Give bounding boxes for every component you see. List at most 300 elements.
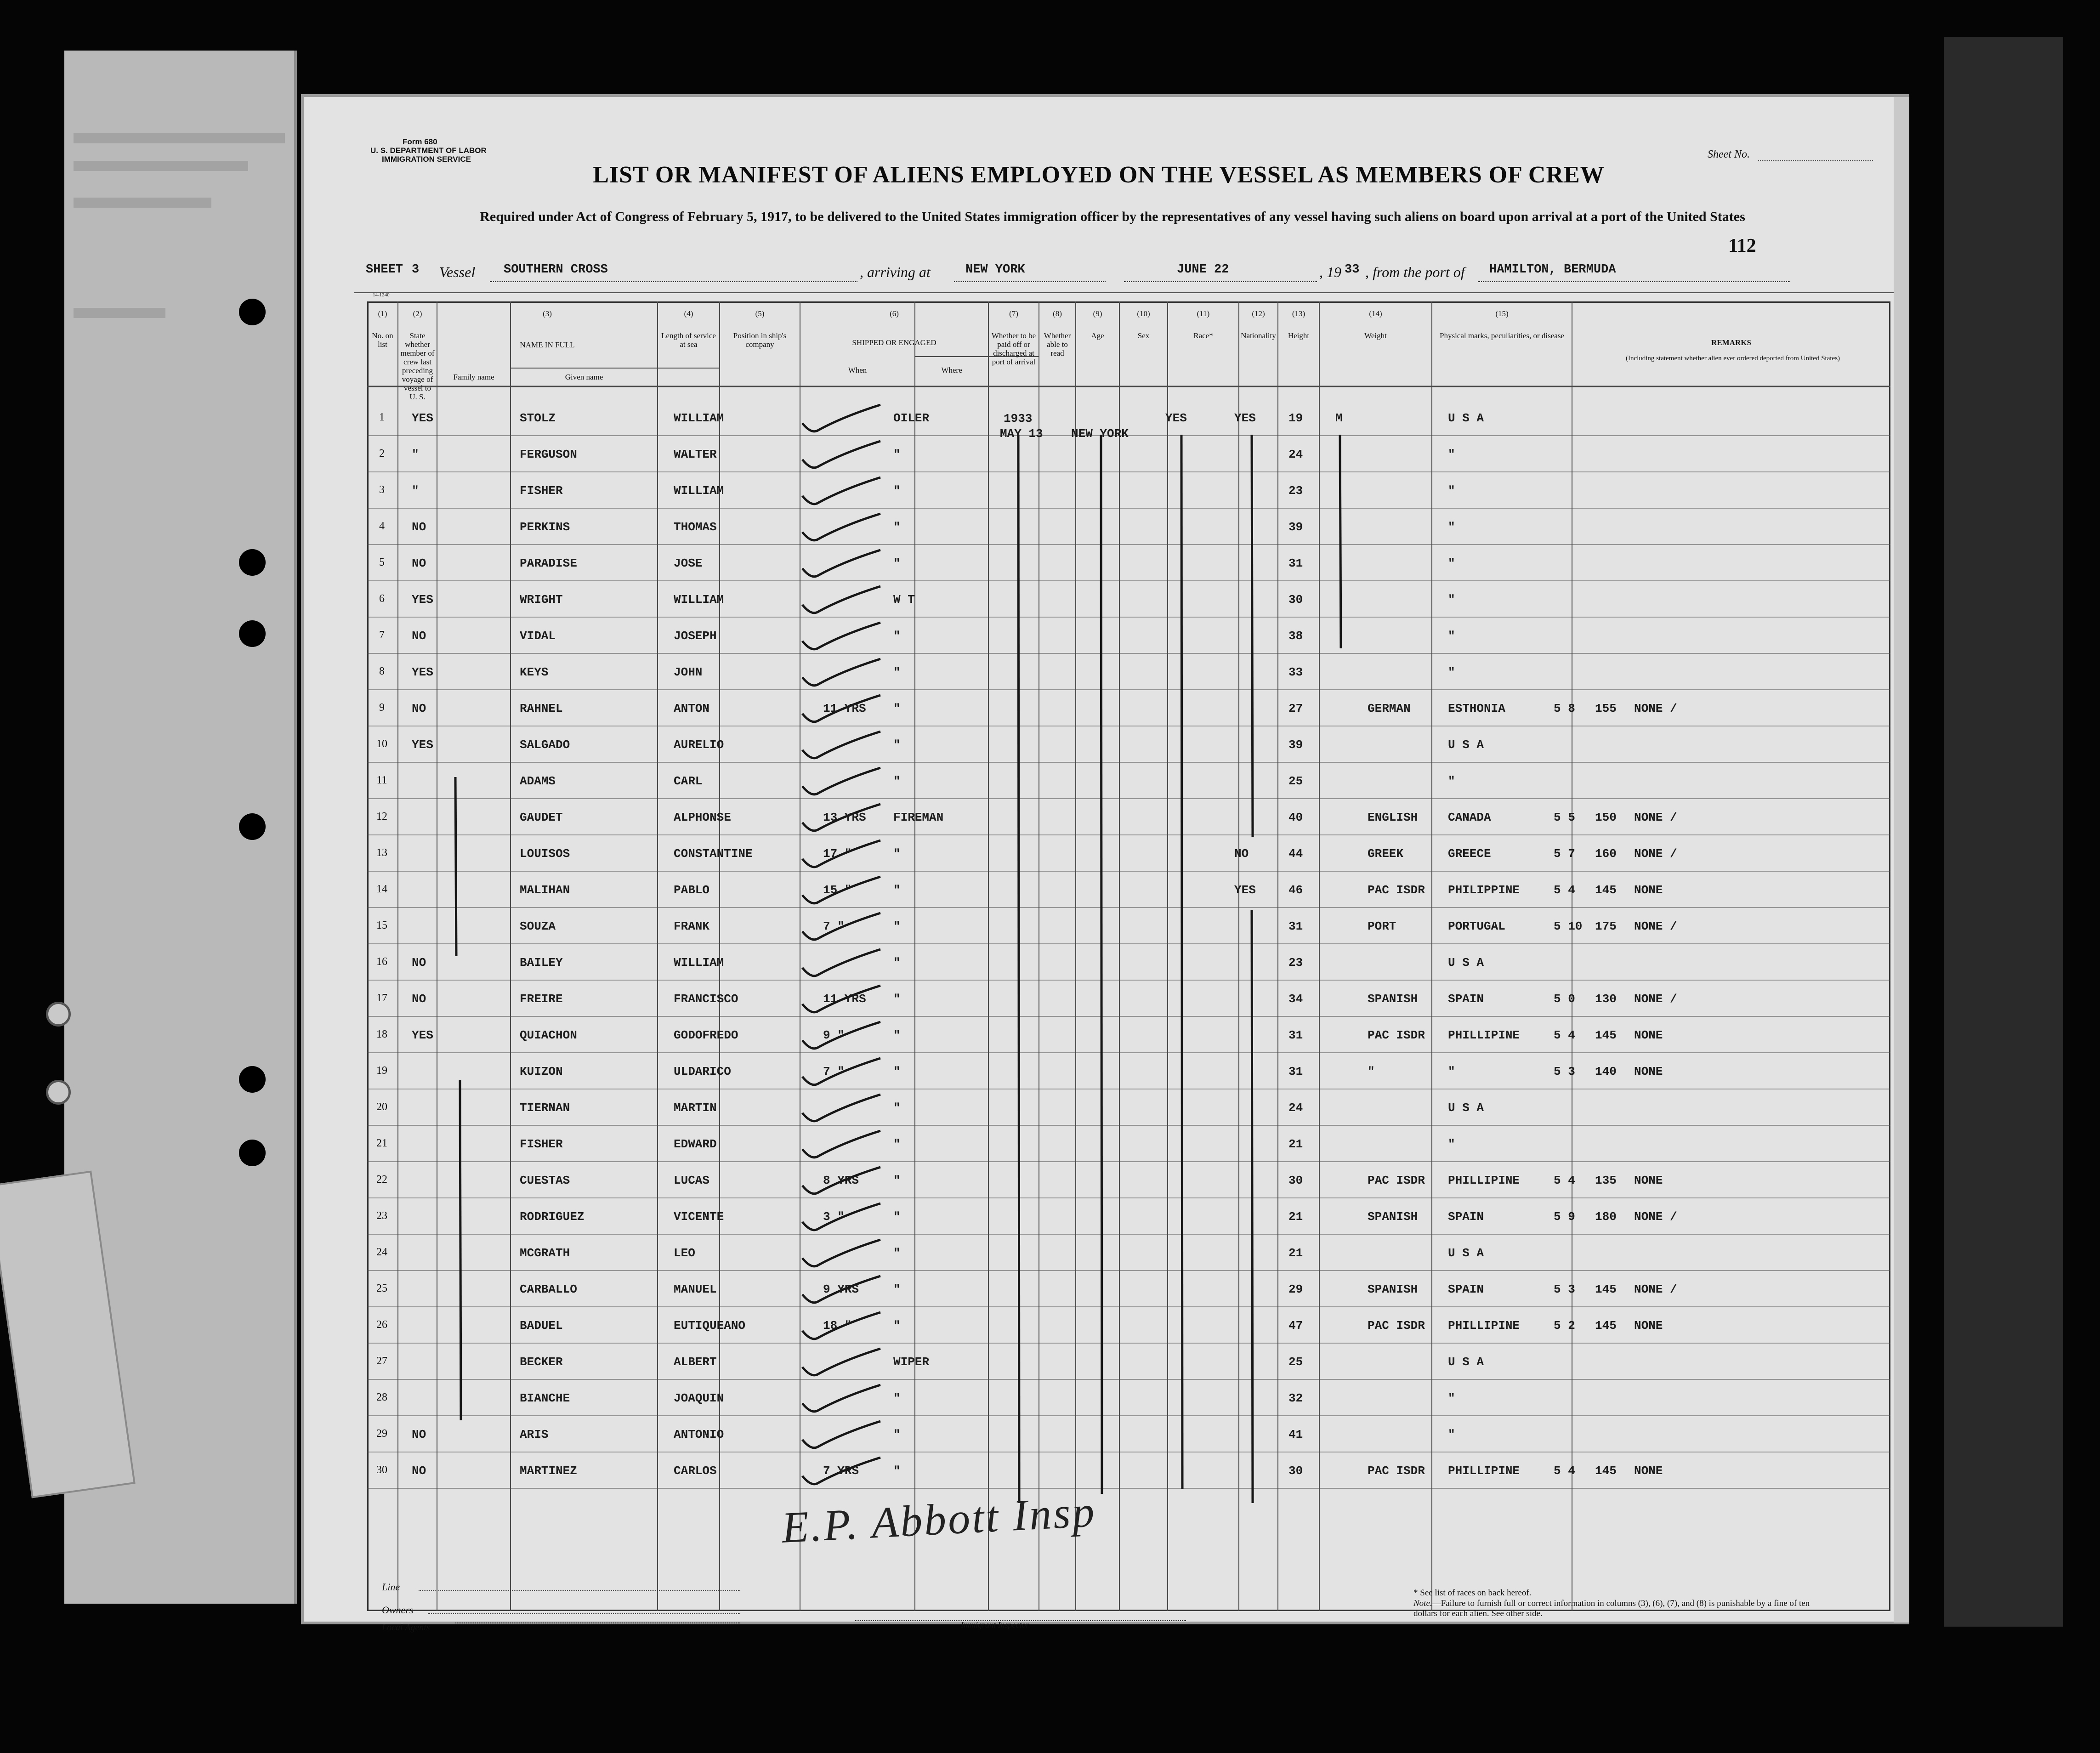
weight: 145 <box>1595 1028 1617 1042</box>
nationality: GREECE <box>1448 847 1491 861</box>
family-name: BADUEL <box>520 1319 563 1333</box>
subheader-given-name: Given name <box>565 373 603 381</box>
prev-voyage: NO <box>412 702 426 715</box>
vessel-name: SOUTHERN CROSS <box>504 263 608 277</box>
check-mark <box>802 659 880 686</box>
column-header: Age <box>1091 331 1104 340</box>
row-number: 19 <box>376 1065 387 1077</box>
age: 24 <box>1288 1101 1303 1115</box>
binder-hole-shadow <box>46 1002 71 1027</box>
nationality: PHILIPPINE <box>1448 883 1520 897</box>
nationality: U S A <box>1448 1355 1484 1369</box>
family-name: FISHER <box>520 1137 563 1151</box>
ditto-stroke-read <box>1252 435 1253 837</box>
given-name: GODOFREDO <box>674 1028 738 1042</box>
row-number: 28 <box>376 1391 387 1403</box>
nationality: U S A <box>1448 411 1484 425</box>
column-number: (14) <box>1369 309 1382 318</box>
position: " <box>893 702 901 715</box>
line-label: Line <box>382 1581 400 1593</box>
nationality: " <box>1448 1428 1455 1441</box>
column-number: (4) <box>684 309 693 318</box>
row-number: 4 <box>379 520 385 532</box>
column-number: (15) <box>1495 309 1509 318</box>
column-header: Position in ship's company <box>733 331 787 349</box>
age: 41 <box>1288 1428 1303 1441</box>
race: ENGLISH <box>1368 811 1418 824</box>
weight: 150 <box>1595 811 1617 824</box>
service-length: 3 " <box>823 1210 845 1224</box>
race: PAC ISDR <box>1368 1319 1425 1333</box>
position: FIREMAN <box>893 811 944 824</box>
height: 5 4 <box>1554 1464 1575 1478</box>
from-label: , from the port of <box>1365 264 1465 280</box>
row-number: 1 <box>379 411 385 423</box>
line-blank <box>419 1590 740 1591</box>
position: " <box>893 556 901 570</box>
physical-marks: NONE <box>1634 1319 1663 1333</box>
owners-blank <box>428 1613 740 1614</box>
prev-voyage: NO <box>412 1464 426 1478</box>
position: " <box>893 919 901 933</box>
row-number: 20 <box>376 1101 387 1113</box>
sex: M <box>1335 411 1343 425</box>
age: 25 <box>1288 1355 1303 1369</box>
check-mark <box>802 1421 880 1448</box>
race: PAC ISDR <box>1368 1174 1425 1187</box>
physical-marks: NONE / <box>1634 919 1677 933</box>
column-header: REMARKS <box>1711 338 1751 347</box>
position: " <box>893 738 901 752</box>
height: 5 9 <box>1554 1210 1575 1224</box>
nationality: " <box>1448 593 1455 607</box>
given-name: WILLIAM <box>674 956 724 970</box>
prev-voyage: YES <box>412 593 433 607</box>
given-name: CONSTANTINE <box>674 847 753 861</box>
nationality: PHILLIPINE <box>1448 1174 1520 1187</box>
sheet-value: 3 <box>412 263 420 277</box>
column-number: (8) <box>1053 309 1062 318</box>
check-mark <box>802 1095 880 1121</box>
binder-hole <box>239 813 266 840</box>
given-name: AURELIO <box>674 738 724 752</box>
family-name: FERGUSON <box>520 448 577 461</box>
shipped-date: MAY 13 <box>1000 427 1043 441</box>
prev-voyage: NO <box>412 992 426 1006</box>
remarks-note: (Including statement whether alien ever ordered deported from United States) <box>1625 355 1840 362</box>
family-name: QUIACHON <box>520 1028 577 1042</box>
note-label: Note. <box>1413 1599 1432 1608</box>
nationality: SPAIN <box>1448 1282 1484 1296</box>
prev-voyage: NO <box>412 629 426 643</box>
row-number: 22 <box>376 1174 387 1186</box>
given-name: CARL <box>674 774 703 788</box>
family-name: KEYS <box>520 665 549 679</box>
position: " <box>893 665 901 679</box>
subheader-when: When <box>848 366 867 374</box>
check-mark <box>802 405 880 431</box>
row-number: 10 <box>376 738 387 750</box>
weight: 145 <box>1595 883 1617 897</box>
race: SPANISH <box>1368 992 1418 1006</box>
family-name: BECKER <box>520 1355 563 1369</box>
given-name: EDWARD <box>674 1137 717 1151</box>
race: SPANISH <box>1368 1210 1418 1224</box>
nationality: " <box>1448 1065 1455 1078</box>
prev-voyage: " <box>412 448 419 461</box>
physical-marks: NONE <box>1634 1028 1663 1042</box>
height: 5 4 <box>1554 1174 1575 1187</box>
family-name: ARIS <box>520 1428 549 1441</box>
family-name: KUIZON <box>520 1065 563 1078</box>
age: 30 <box>1288 1174 1303 1187</box>
row-number: 15 <box>376 919 387 931</box>
row-number: 12 <box>376 811 387 823</box>
ditto-stroke-paid-off <box>1181 435 1182 1489</box>
form-service: IMMIGRATION SERVICE <box>382 155 471 164</box>
prev-voyage: YES <box>412 665 433 679</box>
family-name: FREIRE <box>520 992 563 1006</box>
age: 30 <box>1288 593 1303 607</box>
column-header: No. on list <box>372 331 393 349</box>
nationality: PORTUGAL <box>1448 919 1505 933</box>
age: 33 <box>1288 665 1303 679</box>
check-mark <box>802 586 880 613</box>
age: 40 <box>1288 811 1303 824</box>
paid-off: YES <box>1165 411 1187 425</box>
service-length: 15 " <box>823 883 852 897</box>
column-number: (3) <box>543 309 552 318</box>
family-name: BAILEY <box>520 956 563 970</box>
column-number: (6) <box>890 309 899 318</box>
given-name: JOAQUIN <box>674 1391 724 1405</box>
prev-voyage: NO <box>412 956 426 970</box>
ghost-text-line <box>74 308 165 318</box>
column-number: (9) <box>1093 309 1102 318</box>
subheader-where: Where <box>941 366 962 374</box>
binder-hole <box>239 549 266 576</box>
physical-marks: NONE / <box>1634 1282 1677 1296</box>
age: 47 <box>1288 1319 1303 1333</box>
position: " <box>893 1210 901 1224</box>
position: " <box>893 847 901 861</box>
check-mark <box>802 1385 880 1412</box>
family-name: ADAMS <box>520 774 556 788</box>
given-name: LUCAS <box>674 1174 710 1187</box>
given-name: WILLIAM <box>674 484 724 498</box>
prev-voyage: NO <box>412 520 426 534</box>
nationality: " <box>1448 1137 1455 1151</box>
column-number: (13) <box>1292 309 1305 318</box>
column-number: (2) <box>413 309 422 318</box>
position: " <box>893 448 901 461</box>
race: PAC ISDR <box>1368 883 1425 897</box>
position: " <box>893 1246 901 1260</box>
position: WIPER <box>893 1355 930 1369</box>
column-header: Whether able to read <box>1044 331 1071 357</box>
race: PAC ISDR <box>1368 1464 1425 1478</box>
binder-edge <box>1944 37 2063 1627</box>
family-name: SALGADO <box>520 738 570 752</box>
row-number: 14 <box>376 883 387 895</box>
age: 19 <box>1288 411 1303 425</box>
position: " <box>893 1174 901 1187</box>
able-to-read: YES <box>1234 411 1256 425</box>
position: " <box>893 1282 901 1296</box>
row-number: 16 <box>376 956 387 968</box>
ghost-text-line <box>74 198 211 208</box>
race: SPANISH <box>1368 1282 1418 1296</box>
family-name: MALIHAN <box>520 883 570 897</box>
inspector-label: Immigrant Inspector. <box>961 1620 1030 1629</box>
vessel-label: Vessel <box>439 264 476 280</box>
position: " <box>893 1028 901 1042</box>
check-mark <box>802 768 880 794</box>
nationality: " <box>1448 665 1455 679</box>
given-name: FRANCISCO <box>674 992 738 1006</box>
age: 39 <box>1288 520 1303 534</box>
binder-hole <box>239 620 266 647</box>
position: " <box>893 992 901 1006</box>
service-length: 7 " <box>823 919 845 933</box>
row-number: 5 <box>379 556 385 568</box>
row-number: 29 <box>376 1428 387 1440</box>
race: GERMAN <box>1368 702 1411 715</box>
age: 31 <box>1288 556 1303 570</box>
given-name: VICENTE <box>674 1210 724 1224</box>
column-header: Sex <box>1137 331 1150 340</box>
physical-marks: NONE <box>1634 1464 1663 1478</box>
weight: 160 <box>1595 847 1617 861</box>
service-length: 13 YRS <box>823 811 866 824</box>
arriving-label: , arriving at <box>860 264 931 280</box>
age: 21 <box>1288 1137 1303 1151</box>
position: OILER <box>893 411 930 425</box>
row-number: 6 <box>379 593 385 605</box>
family-name: VIDAL <box>520 629 556 643</box>
shipped-place: NEW YORK <box>1071 427 1129 441</box>
ditto-stroke-sex <box>1340 435 1341 648</box>
column-number: (5) <box>755 309 765 318</box>
shipped-year: 1933 <box>1004 412 1033 425</box>
height: 5 3 <box>1554 1065 1575 1078</box>
given-name: PABLO <box>674 883 710 897</box>
binder-hole <box>239 1140 266 1166</box>
service-length: 18 " <box>823 1319 852 1333</box>
race: PORT <box>1368 919 1396 933</box>
family-name: TIERNAN <box>520 1101 570 1115</box>
position: " <box>893 956 901 970</box>
arriving-port: NEW YORK <box>965 263 1025 277</box>
agents-label: Local Agents <box>382 1623 430 1633</box>
given-name: JOSE <box>674 556 703 570</box>
page-title: LIST OR MANIFEST OF ALIENS EMPLOYED ON THE VESSEL AS MEMBERS OF CREW <box>593 162 1605 188</box>
age: 24 <box>1288 448 1303 461</box>
family-name: PARADISE <box>520 556 577 570</box>
nationality: U S A <box>1448 1246 1484 1260</box>
given-name: ALBERT <box>674 1355 717 1369</box>
age: 34 <box>1288 992 1303 1006</box>
family-name: SOUZA <box>520 919 556 933</box>
nationality: CANADA <box>1448 811 1491 824</box>
given-name: LEO <box>674 1246 695 1260</box>
nationality: U S A <box>1448 738 1484 752</box>
family-name: STOLZ <box>520 411 556 425</box>
given-name: ULDARICO <box>674 1065 731 1078</box>
row-number: 2 <box>379 448 385 460</box>
races-note: * See list of races on back hereof. <box>1413 1588 1532 1598</box>
check-mark <box>802 949 880 976</box>
able-to-read: NO <box>1234 847 1249 861</box>
given-name: WILLIAM <box>674 411 724 425</box>
manifest-page <box>301 94 1909 1633</box>
ditto-stroke-read <box>1252 910 1253 1503</box>
given-name: EUTIQUEANO <box>674 1319 746 1333</box>
position: " <box>893 1065 901 1078</box>
age: 27 <box>1288 702 1303 715</box>
note-text: —Failure to furnish full or correct information in columns (3), (6), (7), and (8) is punishable by a fine of ten dollars for each alien. See other side. <box>1413 1599 1810 1618</box>
row-number: 7 <box>379 629 385 641</box>
binder-hole <box>239 1066 266 1093</box>
position: " <box>893 1391 901 1405</box>
check-mark <box>802 550 880 577</box>
nationality: " <box>1448 1391 1455 1405</box>
nationality: PHILLIPINE <box>1448 1319 1520 1333</box>
check-mark <box>802 477 880 504</box>
nationality: U S A <box>1448 956 1484 970</box>
position: " <box>893 1428 901 1441</box>
row-number: 27 <box>376 1355 387 1367</box>
weight: 130 <box>1595 992 1617 1006</box>
race: " <box>1368 1065 1375 1078</box>
row-number: 23 <box>376 1210 387 1222</box>
column-number: (12) <box>1252 309 1265 318</box>
family-name: PERKINS <box>520 520 570 534</box>
ditto-stroke-prev <box>455 777 456 956</box>
family-name: WRIGHT <box>520 593 563 607</box>
column-header: Weight <box>1364 331 1387 340</box>
age: 32 <box>1288 1391 1303 1405</box>
position: " <box>893 1137 901 1151</box>
form-number: Form 680 <box>403 137 437 146</box>
column-header: Nationality <box>1241 331 1276 340</box>
arrival-date: JUNE 22 <box>1177 263 1229 277</box>
age: 23 <box>1288 956 1303 970</box>
weight: 140 <box>1595 1065 1617 1078</box>
column-header: Whether to be paid off or discharged at port of arrival <box>991 331 1036 366</box>
column-number: (7) <box>1009 309 1018 318</box>
age: 46 <box>1288 883 1303 897</box>
nationality: U S A <box>1448 1101 1484 1115</box>
physical-marks: NONE <box>1634 1065 1663 1078</box>
given-name: JOHN <box>674 665 703 679</box>
given-name: WALTER <box>674 448 717 461</box>
family-name: BIANCHE <box>520 1391 570 1405</box>
given-name: JOSEPH <box>674 629 717 643</box>
check-mark <box>802 1240 880 1266</box>
row-number: 8 <box>379 665 385 677</box>
able-to-read: YES <box>1234 883 1256 897</box>
age: 31 <box>1288 1065 1303 1078</box>
check-mark <box>802 623 880 649</box>
family-name: MARTINEZ <box>520 1464 577 1478</box>
given-name: ANTON <box>674 702 710 715</box>
service-length: 11 YRS <box>823 702 866 715</box>
weight: 135 <box>1595 1174 1617 1187</box>
ghost-text-line <box>74 161 248 171</box>
service-length: 11 YRS <box>823 992 866 1006</box>
nationality: " <box>1448 484 1455 498</box>
nationality: " <box>1448 520 1455 534</box>
service-length: 17 " <box>823 847 852 861</box>
position: " <box>893 629 901 643</box>
binder-hole-shadow <box>46 1080 71 1105</box>
age: 44 <box>1288 847 1303 861</box>
nationality: PHILLIPINE <box>1448 1464 1520 1478</box>
age: 31 <box>1288 1028 1303 1042</box>
family-name: RAHNEL <box>520 702 563 715</box>
column-header: Length of service at sea <box>661 331 716 349</box>
position: " <box>893 883 901 897</box>
column-header: State whether member of crew last preceding voyage of vessel to U. S. <box>400 331 435 401</box>
row-number: 17 <box>376 992 387 1004</box>
row-number: 21 <box>376 1137 387 1149</box>
height: 5 7 <box>1554 847 1575 861</box>
year-suffix: 33 <box>1345 263 1360 277</box>
weight: 175 <box>1595 919 1617 933</box>
family-name: FISHER <box>520 484 563 498</box>
from-port: HAMILTON, BERMUDA <box>1489 263 1616 277</box>
physical-marks: NONE / <box>1634 847 1677 861</box>
page-subtitle: Required under Act of Congress of February 5, 1917, to be delivered to the United States immigration officer by the representatives of any vessel having such aliens on board upon arrival at a port of the United States <box>480 209 1745 224</box>
position: " <box>893 1101 901 1115</box>
height: 5 4 <box>1554 1028 1575 1042</box>
height: 5 4 <box>1554 883 1575 897</box>
given-name: ALPHONSE <box>674 811 731 824</box>
column-number: (11) <box>1197 309 1210 318</box>
sheet-no-label: Sheet No. <box>1708 148 1750 160</box>
position: " <box>893 484 901 498</box>
weight: 145 <box>1595 1319 1617 1333</box>
column-number: (1) <box>378 309 387 318</box>
binder-hole <box>239 299 266 325</box>
family-name: MCGRATH <box>520 1246 570 1260</box>
age: 39 <box>1288 738 1303 752</box>
row-number: 11 <box>376 774 387 786</box>
prev-voyage: YES <box>412 411 433 425</box>
age: 21 <box>1288 1210 1303 1224</box>
service-length: 7 " <box>823 1065 845 1078</box>
given-name: WILLIAM <box>674 593 724 607</box>
height: 5 3 <box>1554 1282 1575 1296</box>
position: " <box>893 520 901 534</box>
position: " <box>893 1319 901 1333</box>
position: W T <box>893 593 915 607</box>
owners-label: Owners <box>382 1604 414 1616</box>
row-number: 30 <box>376 1464 387 1476</box>
nationality: " <box>1448 629 1455 643</box>
check-mark <box>802 1131 880 1157</box>
family-name: CARBALLO <box>520 1282 577 1296</box>
age: 25 <box>1288 774 1303 788</box>
check-mark <box>802 1349 880 1375</box>
given-name: MARTIN <box>674 1101 717 1115</box>
check-mark <box>802 732 880 758</box>
physical-marks: NONE / <box>1634 1210 1677 1224</box>
family-name: CUESTAS <box>520 1174 570 1187</box>
height: 5 10 <box>1554 919 1583 933</box>
weight: 180 <box>1595 1210 1617 1224</box>
